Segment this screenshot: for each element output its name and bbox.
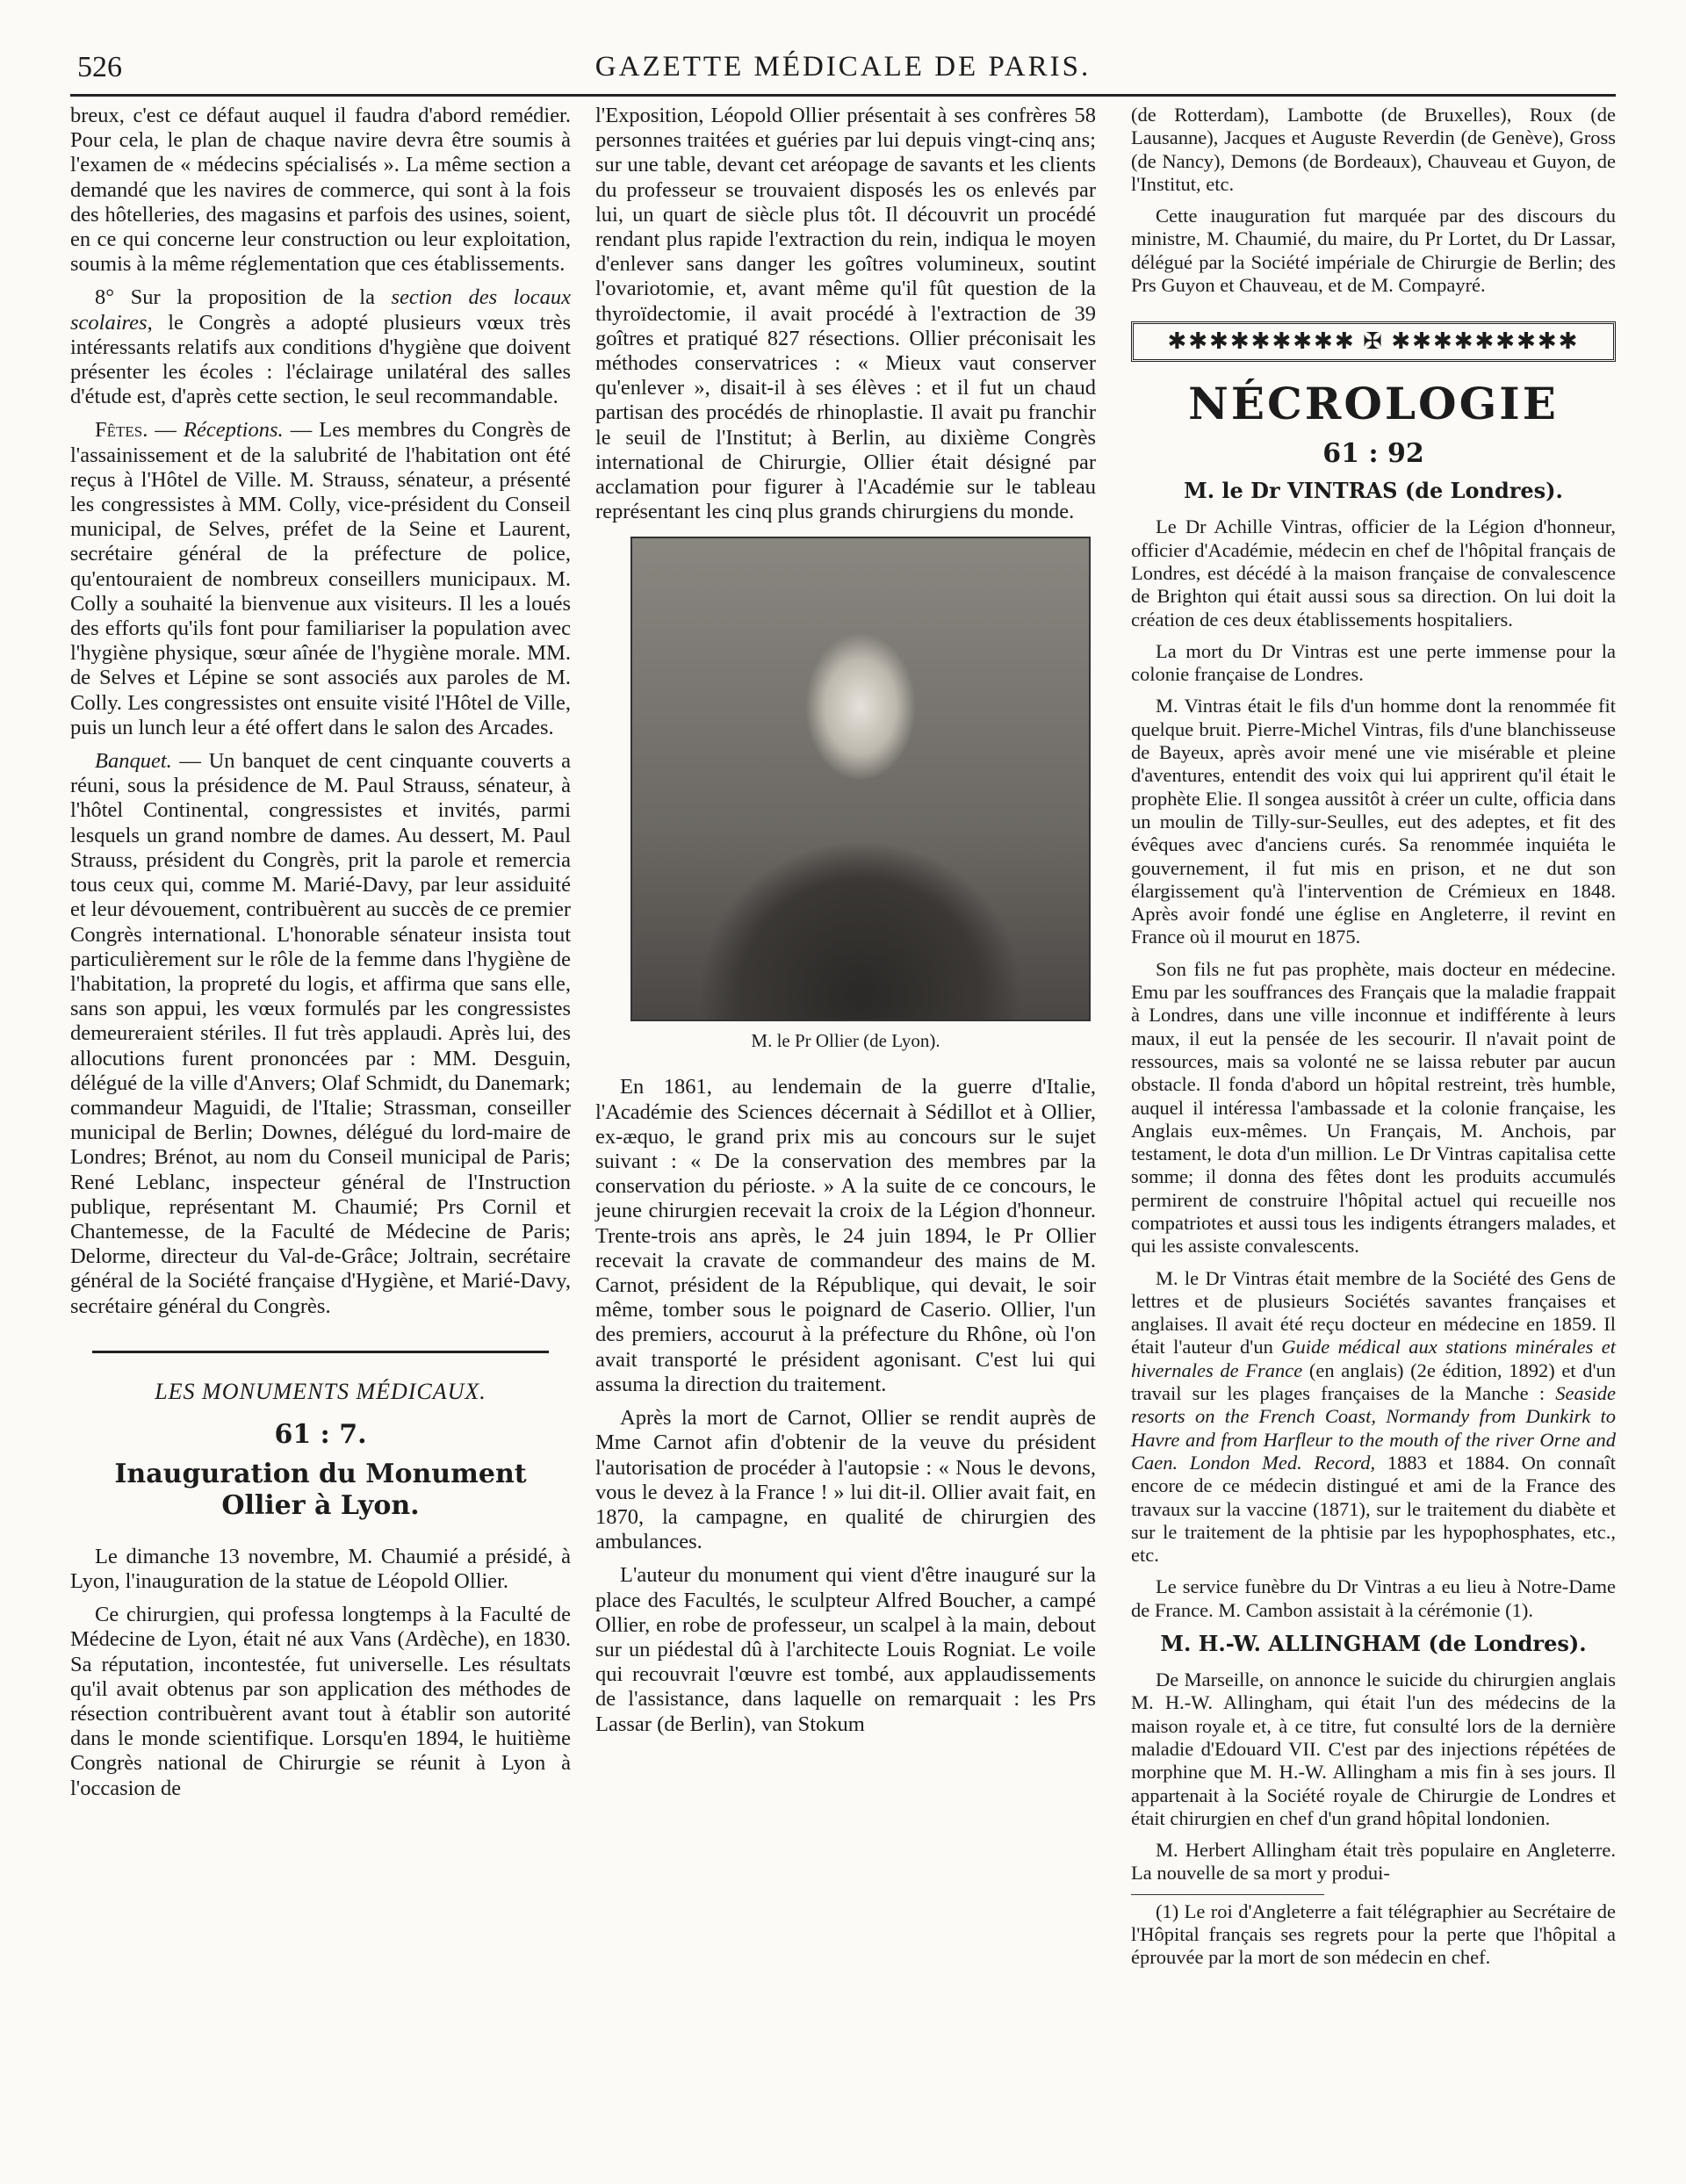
obituary-heading: M. le Dr VINTRAS (de Londres).	[1184, 478, 1563, 504]
paragraph: l'Exposition, Léopold Ollier présentait à ses confrères 58 personnes traitées et guéries par lui depuis vingt-cinq ans; sur une table, devant cet aréopage de savants et les clients du professeur se trouvaient disposés les os enlevés par lui, un quart de siècle plus tôt. Il découvrit un procédé rendant plus rapide l'extraction du rein, indiqua le moyen d'enlever sans danger les goîtres volumineux, soutint l'ovariotomie, et, avant même qu'il fût question de la thyroïdectomie, il avait procédé à l'extraction de 39 goîtres et pratiqué 827 résections. Ollier préconisait les méthodes conservatrices : « Mieux vaut conserver qu'enlever », disait-il à ses élèves : et il fut un chaud partisan des procédés de rhinoplastie. Il avait pu franchir le seuil de l'Institut; à Berlin, au dixième Congrès international de Chirurgie, Ollier était désigné par acclamation pour figurer à l'Académie sur le tableau représentant les cinq plus grands chirurgiens du monde.	[595, 104, 1096, 524]
obituary-heading: M. H.-W. ALLINGHAM (de Londres).	[1160, 1631, 1587, 1657]
journal-title: GAZETTE MÉDICALE DE PARIS.	[594, 51, 1092, 83]
text-run: Banquet.	[95, 749, 172, 774]
text-run: , le Congrès a adopté plusieurs vœux très intéressants relatifs aux conditions d'hygiène que doivent présenter les écoles : l'éclairage unilatéral des salles d'étude est, d'après cette section, le seul recommandable.	[70, 310, 571, 409]
paragraph: breux, c'est ce défaut auquel il faudra d'abord remédier. Pour cela, le plan de chaque navire devra être soumis à l'examen de « médecins spécialisés ». La même section a demandé que les navires de commerce, qui sont à la fois des hôtelleries, des magasins et parfois des usines, soient, en ce qui concerne leur construction ou leur exploitation, soumis à la même réglementation que ces établissements.	[70, 104, 571, 277]
paragraph: M. Herbert Allingham était très populaire en Angleterre. La nouvelle de sa mort y produi-	[1131, 1839, 1616, 1885]
paragraph	[70, 418, 571, 740]
paragraph: Le service funèbre du Dr Vintras a eu lieu à Notre-Dame de France. M. Cambon assistait à la cérémonie (1).	[1131, 1575, 1616, 1621]
column-left	[70, 104, 571, 1810]
page-number: 526	[77, 51, 122, 83]
text-run: (en anglais) (2e édition, 1892) et d'un travail sur les plages françaises de la Manche :	[1131, 1359, 1616, 1405]
text-run: M. le Dr Vintras était membre de la Société des Gens de lettres et de plusieurs Sociétés savantes françaises et anglaises. Il avait été reçu docteur en médecine en 1859. Il était l'auteur d'un	[1131, 1266, 1616, 1359]
footnote-rule	[1131, 1894, 1324, 1895]
portrait-photo	[630, 537, 1091, 1021]
text-run: Seaside resorts on the French Coast, Normandy from Dunkirk to Havre and from Harfleur to the mouth of the river Orne and Caen. London Med. Record,	[1131, 1382, 1616, 1474]
paragraph: Cette inauguration fut marquée par des discours du ministre, M. Chaumié, du maire, du Pr Lortet, du Dr Lassar, délégué par la Société impériale de Chirurgie de Berlin; des Prs Guyon et Chauveau, et de M. Compayré.	[1131, 205, 1616, 297]
paragraph: Le dimanche 13 novembre, M. Chaumié a présidé, à Lyon, l'inauguration de la statue de Léopold Ollier.	[70, 1544, 571, 1593]
text-run: 1883 et 1884. On connaît encore de ce médecin distingué et ami de la France des travaux sur la vaccine (1871), sur le traitement du diabète et sur le traitement de la phtisie par les hypophosphates, etc., etc.	[1131, 1451, 1616, 1567]
paragraph: Son fils ne fut pas prophète, mais docteur en médecine. Emu par les souffrances des Français que la maladie frappait à Londres, dans une ville inconnue et indifférente à leurs maux, il eut la pensée de les secourir. Il n'avait point de ressources, mais sa volonté ne se laissa rebuter par aucun obstacle. Il fonda d'abord un hôpital restreint, très humble, auquel il intéressa l'ambassade et la colonie française, les Anglais eux-mêmes. Un Français, M. Anchois, par testament, le dota d'un million. Le Dr Vintras capitalisa cette somme; il donna des fêtes dont les produits accumulés permirent de construire l'hôpital actuel qui recueille nos compatriotes et aussi tous les indigents étrangers malades, et qui les assiste convalescents.	[1131, 957, 1616, 1258]
paragraph: La mort du Dr Vintras est une perte immense pour la colonie française de Londres.	[1131, 639, 1616, 686]
paragraph: De Marseille, on annonce le suicide du chirurgien anglais M. H.-W. Allingham, qui était l'un des médecins de la maison royale et, à ce titre, fut consulté lors de la dernière maladie d'Edouard VII. C'est par des injections répétées de morphine que M. H.-W. Allingham a mis fin à ses jours. Il appartenait à la Société royale de Chirurgie de Londres et était chirurgien en chef d'un grand hôpital londonien.	[1131, 1669, 1616, 1829]
text-run: Guide médical aux stations minérales et hivernales de France	[1131, 1336, 1616, 1381]
text-run: Fêtes. —	[95, 418, 184, 443]
article-title-line: Inauguration du Monument	[114, 1458, 527, 1489]
paragraph: M. Vintras était le fils d'un homme dont la renommée fit quelque bruit. Pierre-Michel Vintras, fils d'une blanchisseuse de Bayeux, après avoir mené une vie misérable et pleine d'aventures, entendit des voix qui lui apprirent qu'il était le prophète Elie. Il songea aussitôt à créer un culte, officia dans un moulin de Tilly-sur-Seulles, eut des adeptes, et fit des évêques avec d'anciens curés. Sa renommée inquiéta le gouvernement, il fut mis en prison, et ne dut son élargissement qu'à l'intervention de Crémieux en 1848. Après avoir fondé une église en Angleterre, il revint en France où il mourut en 1875.	[1131, 695, 1616, 948]
column-right	[1131, 104, 1616, 1970]
paragraph	[70, 749, 571, 1319]
classification-code: 61 : 92	[1322, 438, 1424, 470]
section-title: LES MONUMENTS MÉDICAUX.	[155, 1378, 486, 1404]
paragraph: En 1861, au lendemain de la guerre d'Italie, l'Académie des Sciences décernait à Sédillot et à Ollier, ex-æquo, le grand prix mis au concours sur le sujet suivant : « De la conservation des membres par la conservation du périoste. » A la suite de ce concours, le jeune chirurgien recevait la croix de la Légion d'honneur. Trente-trois ans après, le 24 juin 1894, le Pr Ollier recevait la cravate de commandeur des mains de M. Carnot, président de la République, qui devait, le soir même, tomber sous le poignard de Caserio. Ollier, l'un des premiers, accourut à la préfecture du Rhône, où l'on avait transporté le président agonisant. C'est lui qui assuma la direction du traitement.	[595, 1075, 1096, 1396]
footnote: (1) Le roi d'Angleterre a fait télégraphier au Secrétaire de l'Hôpital français ses regrets pour la perte que l'hôpital a éprouvée par la mort de son médecin en chef.	[1131, 1899, 1616, 1969]
header-rule	[70, 94, 1616, 97]
classification-code: 61 : 7.	[274, 1418, 367, 1450]
article-title	[70, 1459, 571, 1522]
photo-caption: M. le Pr Ollier (de Lyon).	[751, 1030, 940, 1052]
text-run: — Un banquet de cent cinquante couverts a réuni, sous la présidence de M. Paul Strauss, sénateur, à l'hôtel Continental, congressistes et invités, parmi lesquels un grand nombre de dames. Au dessert, M. Paul Strauss, président du Congrès, prit la parole et remercia tous ceux qui, comme M. Marié-Davy, par leur assiduité et leur dévouement, contribuèrent au succès de ce premier Congrès international. L'honorable sénateur insista tout particulièrement sur le rôle de la femme dans l'hygiène de l'habitation, la propreté du logis, et affirma que sans elle, sans son appui, les vœux formulés par les congressistes demeureraient stériles. Il fut très applaudi. Après lui, des allocutions furent prononcées par : MM. Desguin, délégué de la ville d'Anvers; Olaf Schmidt, du Danemark; commandeur Maguidi, de l'Italie; Strassman, conseiller municipal de Berlin; Downes, délégué du lord-maire de Londres; Brénot, au nom du Conseil municipal de Paris; René Leblanc, inspecteur général de l'Instruction publique, représentant M. Chaumié; Prs Cornil et Chantemesse, de la Faculté de Médecine de Paris; Delorme, directeur du Val-de-Grâce; Joltrain, secrétaire général de la Société française d'Hygiène, et Marié-Davy, secrétaire général du Congrès.	[70, 749, 571, 1318]
text-run: section des locaux scolaires	[70, 285, 571, 335]
text-run: — Les membres du Congrès de l'assainissement et de la salubrité de l'habitation ont été reçus à l'Hôtel de Ville. M. Strauss, sénateur, a présenté les congressistes à MM. Colly, vice-président du Conseil municipal, de Selves, préfet de la Seine et Laurent, secrétaire général de la préfecture de police, qu'entouraient de nombreux conseillers municipaux. M. Colly a souhaité la bienvenue aux visiteurs. Il les a loués des efforts qu'ils font pour familiariser la population avec l'hygiène physique, sœur aînée de l'hygiène morale. MM. de Selves et Lépine se sont associés aux paroles de M. Colly. Les congressistes ont ensuite visité l'Hôtel de Ville, puis un lunch leur a été offert dans le salon des Arcades.	[70, 418, 571, 739]
paragraph: L'auteur du monument qui vient d'être inauguré sur la place des Facultés, le sculpteur Alfred Boucher, a campé Ollier, en robe de professeur, un scalpel à la main, debout sur un piédestal dû à l'architecte Louis Rogniat. Le voile qui recouvrait l'œuvre est tombé, aux applaudissements de l'assistance, dans laquelle on remarquait : les Prs Lassar (de Berlin), van Stokum	[595, 1563, 1096, 1736]
page-header	[70, 46, 1616, 97]
paragraph: Après la mort de Carnot, Ollier se rendit auprès de Mme Carnot afin d'obtenir de la veuve du président l'autorisation de procéder à l'autopsie : « Nous le devons, vous le devez à la France ! » lui dit-il. Ollier avait fait, en 1870, la campagne, en qualité de chirurgien des ambulances.	[595, 1406, 1096, 1554]
ornament-bar: ✱✱✱✱✱✱✱✱✱ ✠ ✱✱✱✱✱✱✱✱✱	[1131, 321, 1616, 362]
text-run: 8° Sur la proposition de la	[95, 285, 392, 310]
text-run: Réceptions.	[184, 418, 284, 443]
paragraph: Le Dr Achille Vintras, officier de la Légion d'honneur, officier d'Académie, médecin en chef de l'hôpital français de Londres, est décédé à la maison française de convalescence de Brighton qui était aussi sous sa direction. On lui doit la création de ces deux établissements hospitaliers.	[1131, 515, 1616, 631]
section-divider	[70, 1333, 571, 1359]
paragraph	[70, 285, 571, 409]
section-heading: NÉCROLOGIE	[1188, 378, 1559, 430]
paragraph	[1131, 1267, 1616, 1568]
paragraph: (de Rotterdam), Lambotte (de Bruxelles), Roux (de Lausanne), Jacques et Auguste Reverdin (de Genève), Gross (de Nancy), Demons (de Bordeaux), Chauveau et Guyon, de l'Institut, etc.	[1131, 104, 1616, 195]
column-middle	[595, 104, 1096, 1746]
article-title-line: Ollier à Lyon.	[221, 1489, 420, 1521]
paragraph: Ce chirurgien, qui professa longtemps à la Faculté de Médecine de Lyon, était né aux Vans (Ardèche), en 1830. Sa réputation, incontestée, fut universelle. Les résultats qu'il avait obtenus par son application des méthodes de résection contribuèrent avant tout à établir son autorité dans le monde scientifique. Lorsqu'en 1894, le huitième Congrès national de Chirurgie se réunit à Lyon à l'occasion de	[70, 1603, 571, 1800]
